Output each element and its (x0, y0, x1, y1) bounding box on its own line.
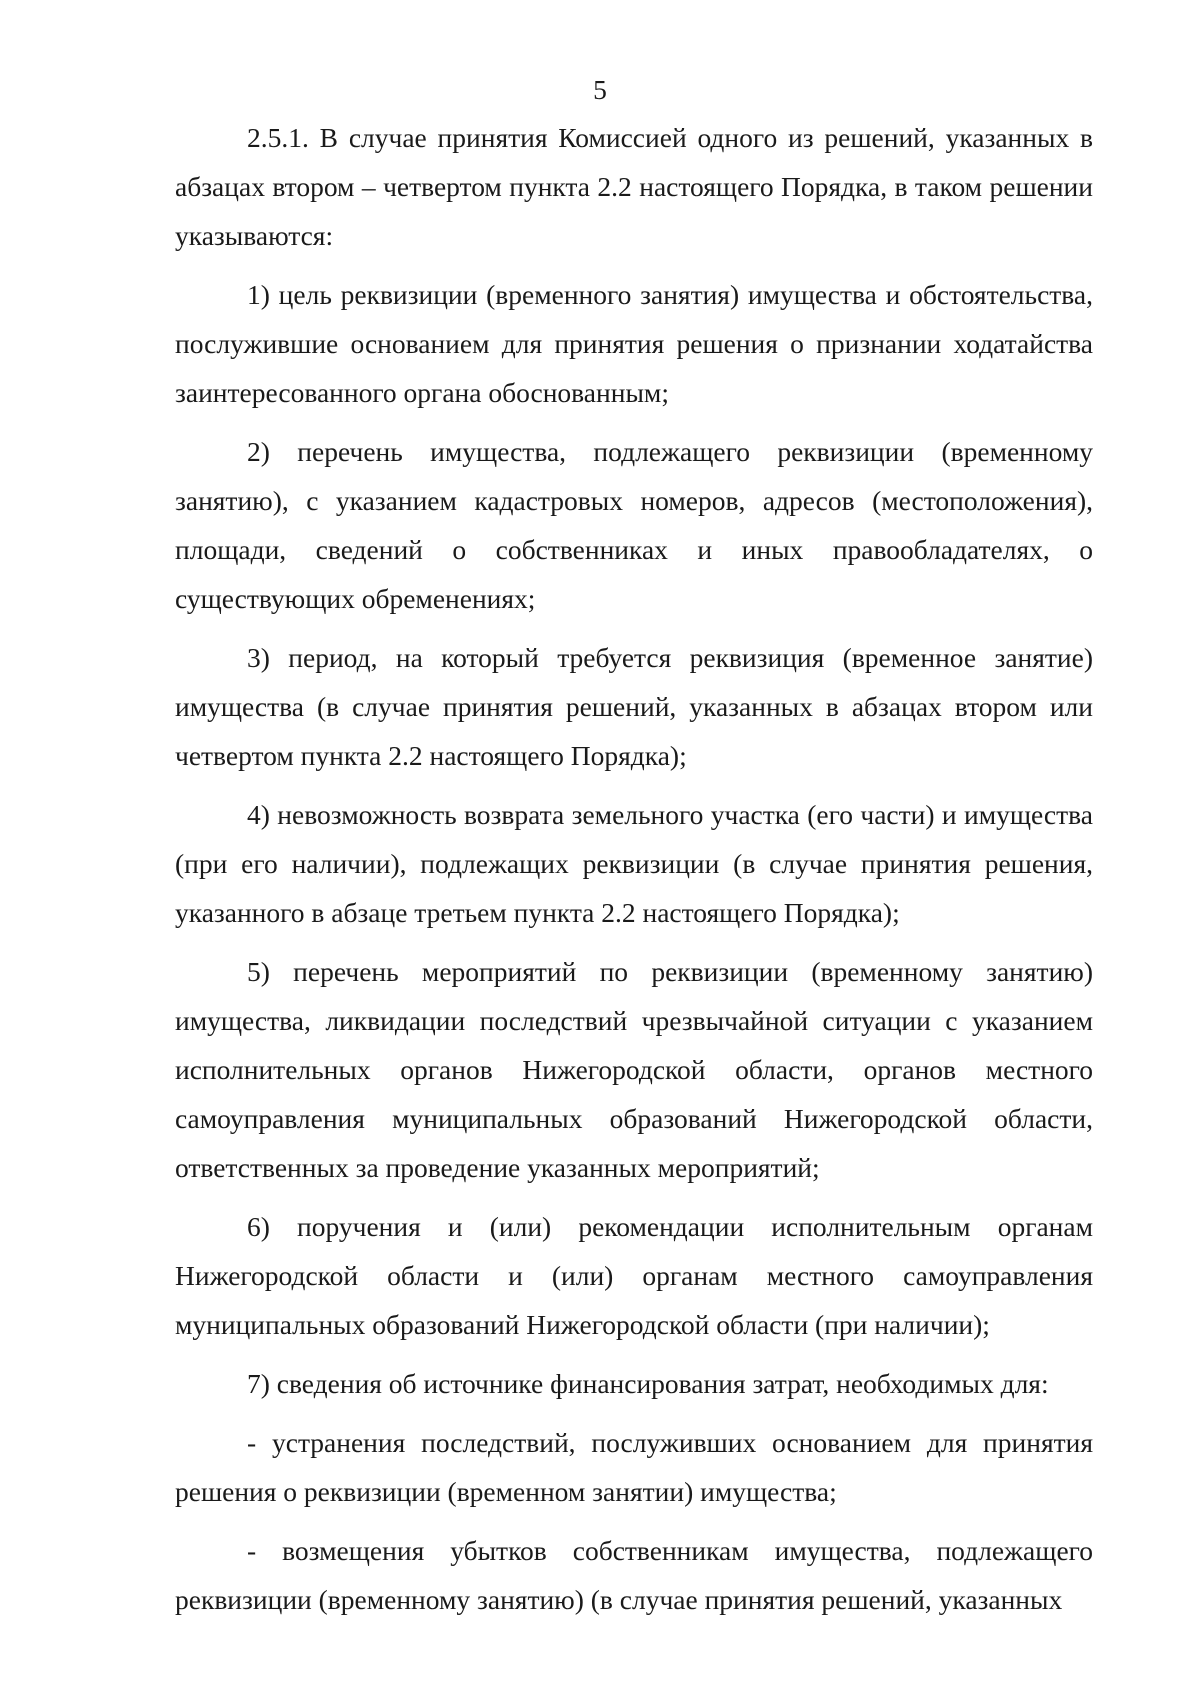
paragraph-2-5-1: 2.5.1. В случае принятия Комиссией одного из решений, указанных в абзацах втором – четвертом пункта 2.2 настоящего Порядка, в таком решении указываются: (175, 122, 1093, 251)
document-body (175, 113, 1093, 1634)
sub-item-compensation: - возмещения убытков собственникам имущества, подлежащего реквизиции (временному занятию) (в случае принятия решений, указанных (175, 1535, 1093, 1615)
list-item-3: 3) период, на который требуется реквизиция (временное занятие) имущества (в случае принятия решений, указанных в абзацах втором или четвертом пункта 2.2 настоящего Порядка); (175, 642, 1093, 771)
list-item-6: 6) поручения и (или) рекомендации исполнительным органам Нижегородской области и (или) органам местного самоуправления муниципальных образований Нижегородской области (при наличии); (175, 1211, 1093, 1340)
list-item-4: 4) невозможность возврата земельного участка (его части) и имущества (при его наличии), подлежащих реквизиции (в случае принятия решения, указанного в абзаце третьем пункта 2.2 настоящего Порядка); (175, 799, 1093, 928)
sub-item-elimination: - устранения последствий, послуживших основанием для принятия решения о реквизиции (временном занятии) имущества; (175, 1427, 1093, 1507)
list-item-5: 5) перечень мероприятий по реквизиции (временному занятию) имущества, ликвидации последствий чрезвычайной ситуации с указанием исполнительных органов Нижегородской области, органов местного самоуправления муниципальных образований Нижегородской области, ответственных за проведение указанных мероприятий; (175, 956, 1093, 1183)
page-number: 5 (593, 74, 607, 105)
list-item-1: 1) цель реквизиции (временного занятия) имущества и обстоятельства, послужившие основанием для принятия решения о признании ходатайства заинтересованного органа обоснованным; (175, 279, 1093, 408)
list-item-7: 7) сведения об источнике финансирования затрат, необходимых для: (247, 1368, 1049, 1399)
list-item-2: 2) перечень имущества, подлежащего реквизиции (временному занятию), с указанием кадастровых номеров, адресов (местоположения), площади, сведений о собственниках и иных правообладателях, о существующих обременениях; (175, 436, 1093, 614)
